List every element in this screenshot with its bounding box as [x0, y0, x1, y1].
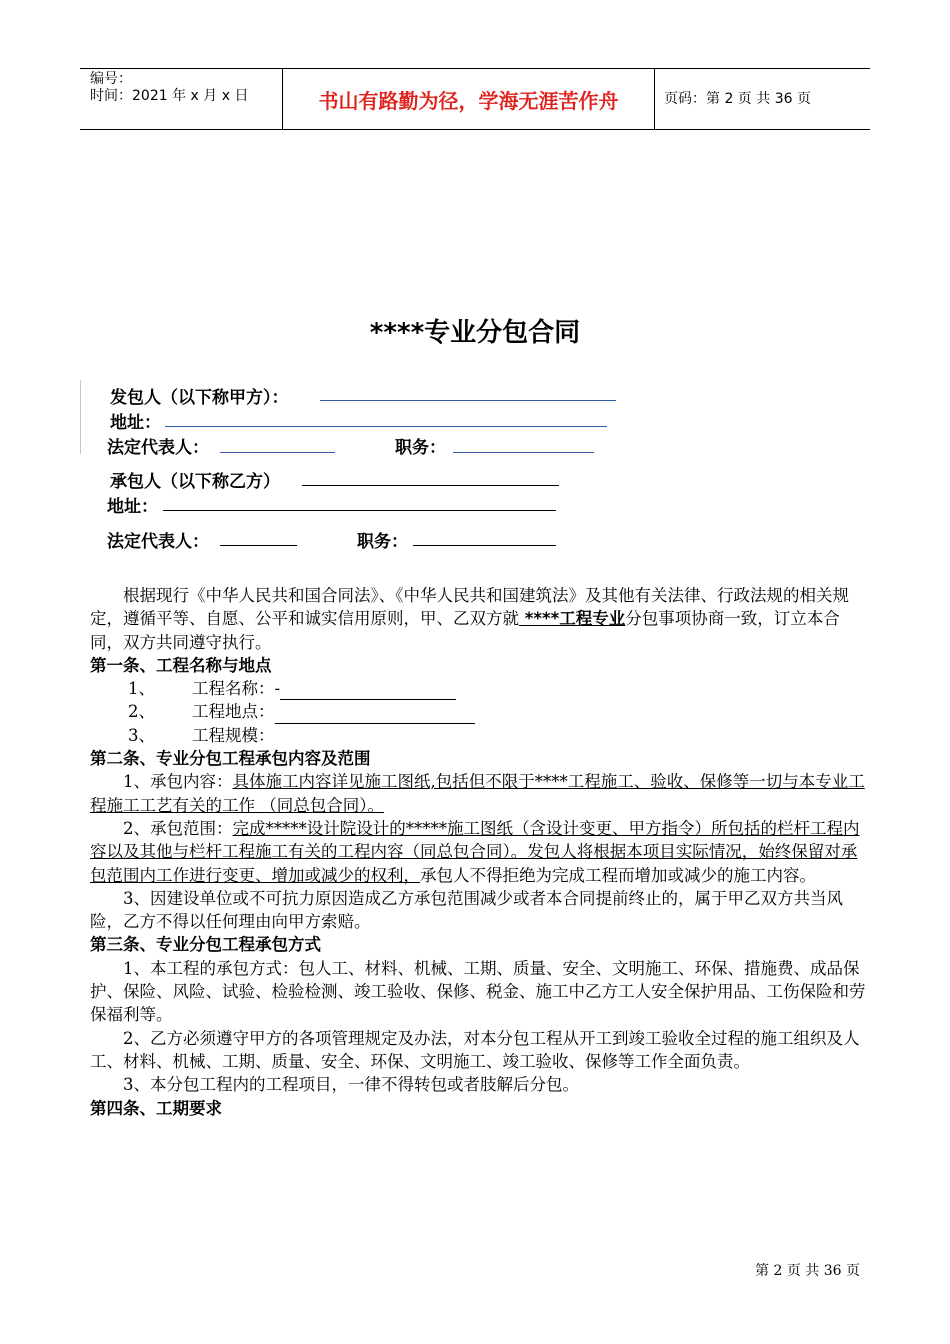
article-2-para-1 — [90, 770, 870, 817]
employer-field[interactable] — [320, 384, 616, 401]
list-item — [90, 724, 870, 747]
article-3-title: 第三条、专业分包工程承包方式 — [90, 935, 321, 955]
number-label: 编号： — [90, 71, 132, 87]
item-label: 工程规模： — [192, 725, 275, 745]
contractor-address-label: 地址： — [107, 497, 158, 517]
article-1-title: 第一条、工程名称与地点 — [90, 655, 272, 675]
header-divider — [654, 69, 655, 129]
employer-rep-label: 法定代表人： — [107, 438, 209, 458]
header-motto: 书山有路勤为径，学海无涯苦作舟 — [318, 88, 619, 113]
contractor-address-field[interactable] — [163, 494, 556, 511]
employer-position-field[interactable] — [453, 436, 594, 453]
article-4-title: 第四条、工期要求 — [90, 1098, 222, 1118]
employer-rep-field[interactable] — [220, 436, 335, 453]
item-number: 3、 — [128, 725, 155, 745]
para-end: 承包人不得拒绝为完成工程而增加或减少的施工内容。 — [420, 865, 816, 885]
contractor-label: 承包人（以下称乙方） — [110, 472, 280, 492]
page-header — [80, 68, 870, 130]
article-2-para-3: 3、因建设单位或不可抗力原因造成乙方承包范围减少或者本合同提前终止的，属于甲乙双方共当风险，乙方不得以任何理由向甲方索赔。 — [90, 888, 843, 932]
article-2-para-2 — [90, 817, 870, 887]
para-lead: 1、承包内容： — [123, 772, 233, 792]
margin-bar — [80, 380, 81, 454]
underlined-text: 具体施工内容详见施工图纸,包括但不限于****工程施工、验收、保修等一切与本专业工程施工工艺有关的工作 （同总包合同）。 — [90, 772, 865, 815]
list-item — [90, 677, 870, 700]
article-3-para-3: 3、本分包工程内的工程项目，一律不得转包或者肢解后分包。 — [123, 1075, 579, 1095]
item-label: 工程地点： — [192, 702, 275, 722]
article-2-title: 第二条、专业分包工程承包内容及范围 — [90, 749, 371, 769]
document-title: ****专业分包合同 — [369, 318, 581, 348]
contractor-rep-label: 法定代表人： — [107, 532, 209, 552]
article-3-para-1: 1、本工程的承包方式：包人工、材料、机械、工期、质量、安全、文明施工、环保、措施费、成品保护、保险、风险、试验、检验检测、竣工验收、保修、税金、施工中乙方工人安全保护用品、工伤保险和劳保福利等。 — [90, 958, 866, 1025]
item-label: 工程名称：- — [192, 679, 281, 699]
article-3-para-2: 2、乙方必须遵守甲方的各项管理规定及办法，对本分包工程从开工到竣工验收全过程的施工组织及人工、材料、机械、工期、质量、安全、环保、文明施工、竣工验收、保修等工作全面负责。 — [90, 1028, 860, 1071]
item-number: 2、 — [128, 702, 155, 722]
item-field[interactable] — [280, 683, 456, 700]
contractor-rep-field[interactable] — [220, 529, 297, 546]
contract-body — [90, 584, 870, 1120]
project-name: ****工程专业 — [519, 609, 626, 629]
intro-paragraph — [90, 584, 870, 654]
para-lead: 2、承包范围： — [123, 818, 233, 838]
contractor-field[interactable] — [302, 469, 559, 486]
list-item — [90, 700, 870, 723]
contractor-position-field[interactable] — [413, 529, 556, 546]
header-meta-cell — [80, 69, 280, 129]
item-field[interactable] — [275, 707, 475, 724]
intro-text-end: 分包事项协商一致，订立本合同，双方共同遵守执行。 — [90, 609, 840, 652]
header-page-number: 页码：第 2 页 共 36 页 — [664, 91, 811, 107]
item-number: 1、 — [128, 679, 155, 699]
employer-position-label: 职务： — [395, 438, 446, 458]
time-label: 时间：2021 年 x 月 x 日 — [90, 88, 249, 104]
employer-label: 发包人（以下称甲方）： — [110, 388, 289, 408]
employer-address-field[interactable] — [165, 410, 607, 427]
contractor-position-label: 职务： — [357, 532, 408, 552]
underlined-text: 完成*****设计院设计的*****施工图纸（含设计变更、甲方指令）所包括的栏杆工程内容以及其他与栏杆工程施工有关的工程内容（同总包合同）。发包人将根据本项目实际情况，始终保留对承包范围内工作进行变更、增加或减少的权利， — [90, 818, 860, 885]
intro-text: 根据现行《中华人民共和国合同法》、《中华人民共和国建筑法》及其他有关法律、行政法规的相关规定，遵循平等、自愿、公平和诚实信用原则，甲、乙双方就 — [90, 586, 849, 629]
employer-address-label: 地址： — [110, 413, 161, 433]
page-footer: 第 2 页 共 36 页 — [755, 1263, 860, 1279]
